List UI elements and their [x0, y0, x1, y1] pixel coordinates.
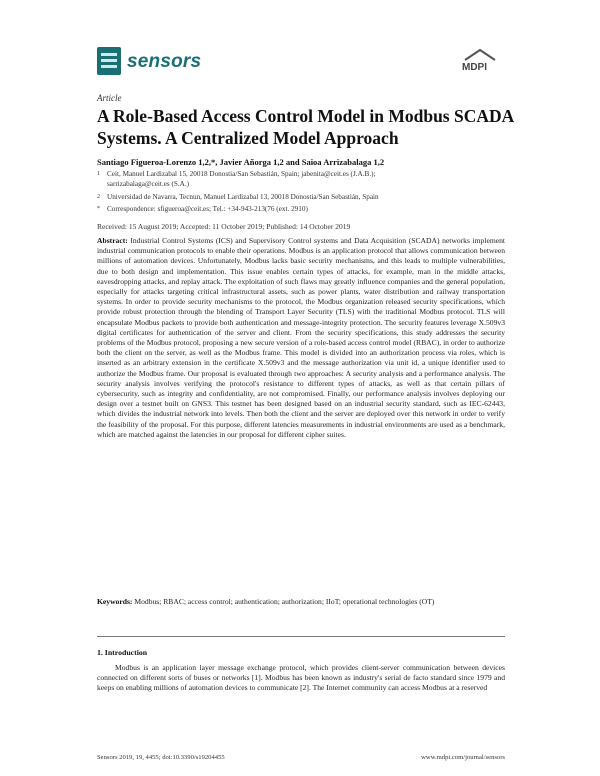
- footer-citation: Sensors 2019, 19, 4455; doi:10.3390/s19204455: [97, 754, 225, 761]
- publisher-name: MDPI: [462, 62, 487, 73]
- article-type: Article: [97, 93, 122, 103]
- abstract-label: Abstract:: [97, 236, 128, 245]
- section-heading: 1. Introduction: [97, 648, 148, 657]
- keywords-label: Keywords:: [97, 597, 133, 606]
- abstract-text: Industrial Control Systems (ICS) and Supervisory Control systems and Data Acquisition (SCADA) networks implement industrial communication protocols to enable their operations. Modbus is an application protocol that allows communication between millions of automation devices. Unfortunately, Modbus lacks basic security mechanisms, and this leads to multiple vulnerabilities, due to both design and implementation. This issue enables certain types of attacks, for example, man in the middle attacks, eavesdropping attacks, and replay attack. The exploitation of such flaws may greatly influence companies and the general population, especially for attacks targeting critical infrastructural assets, such as power plants, water distribution and railway transportation systems. In order to provide security mechanisms to the protocol, the Modbus organization released security specifications, which provide robust protection through the blending of Transport Layer Security (TLS) with the traditional Modbus protocol. TLS will encapsulate Modbus packets to provide both authentication and message-integrity protection. The security features leverage X.509v3 digital certificates for authentication of the server and client. From the security specifications, this study addresses the security problems of the Modbus protocol, proposing a new secure version of a role-based access control model (RBAC), in order to authorize both the client on the server, as well as the Modbus frame. This model is divided into an authorization process via roles, which is inserted as an arbitrary extension in the certificate X.509v3 and the message authorization via unit id, a unique identifier used to authorize the Modbus frame. Our proposal is evaluated through two approaches: A security analysis and a performance analysis. The security analysis involves verifying the protocol's resistance to different types of attacks, as well as that certain pillars of cybersecurity, such as integrity and confidentiality, are not compromised. Finally, our performance analysis involves deploying our design over a testnet built on GNS3. This testnet has been designed based on an industrial security standard, such as IEC-62443, which divides the industrial network into levels. Then both the client and the server are deployed over this network in order to verify the feasibility of the proposal. For this purpose, different latencies measurements in industrial environments are used as a benchmark, which are matched against the latencies in our proposal for different cipher suites.: [97, 236, 506, 439]
- correspondence-line: * Correspondence: sfigueroa@ceit.es; Tel.: +34-943-213(76 (ext. 2910): [97, 205, 308, 213]
- affiliation-line: 2 Universidad de Navarra, Tecnun, Manuel Lardizabal 13, 20018 Donostia/San Sebastián, Spain: [97, 193, 379, 201]
- author-list: Santiago Figueroa-Lorenzo 1,2,*, Javier Añorga 1,2 and Saioa Arrizabalaga 1,2: [97, 157, 385, 167]
- section-divider: [97, 636, 505, 637]
- journal-logo-icon: [97, 47, 121, 75]
- footer-url[interactable]: www.mdpi.com/journal/sensors: [421, 754, 505, 761]
- affiliation-line: 1 Ceit, Manuel Lardizabal 15, 20018 Donostia/San Sebastián, Spain; jabenita@ceit.es (J.A.B.);: [97, 170, 376, 178]
- publication-dates: Received: 15 August 2019; Accepted: 11 October 2019; Published: 14 October 2019: [97, 222, 351, 231]
- abstract: [97, 236, 505, 440]
- affiliation-line: sarrizabalaga@ceit.es (S.A.): [107, 180, 190, 188]
- keywords: [97, 597, 505, 607]
- introduction-paragraph: Modbus is an application layer message exchange protocol, which provides client-server communication between devices connected on different sorts of buses or networks [1]. Modbus has been known as industry's serial de facto standard since 1979 and keeps on enabling millions of automation devices to communicate [2]. The Internet community can access Modbus at a reserved: [97, 663, 505, 693]
- article-title: A Role-Based Access Control Model in Modbus SCADA Systems. A Centralized Model Approach: [97, 106, 514, 148]
- keywords-text: Modbus; RBAC; access control; authentication; authorization; IIoT; operational technologies (OT): [134, 597, 435, 606]
- journal-name: sensors: [127, 51, 202, 72]
